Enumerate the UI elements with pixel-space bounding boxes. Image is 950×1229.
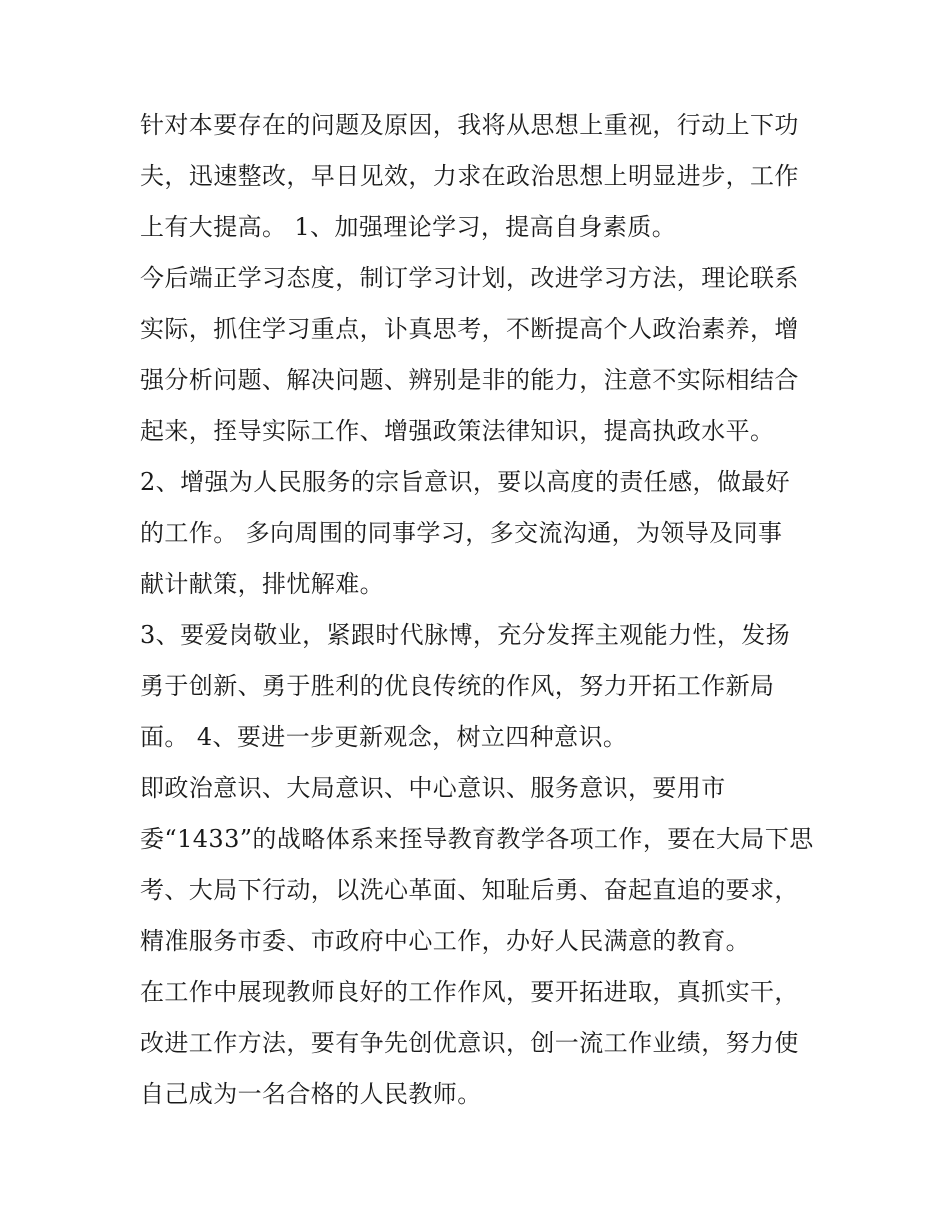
text-line: 上有大提高。 1、加强理论学习，提高自身素质。 [140,213,677,241]
text-line: 勇于创新、勇于胜利的优良传统的作风，努力开拓工作新局 [140,672,775,700]
text-line: 针对本要存在的问题及原因，我将从思想上重视，行动上下功 [140,111,799,139]
text-line: 在工作中展现教师良好的工作作风，要开拓进取，真抓实干， [140,978,799,1006]
text-line: 即政治意识、大局意识、中心意识、服务意识，要用市 [140,774,726,802]
text-line: 3、要爱岗敬业，紧跟时代脉博，充分发挥主观能力性，发扬 [140,621,791,649]
text-line: 献计献策，排忧解难。 [140,570,384,598]
document-body [140,100,820,1120]
text-line: 考、大局下行动，以洗心革面、知耻后勇、奋起直追的要求， [140,876,799,904]
text-line: 强分析问题、解决问题、辨别是非的能力，注意不实际相结合 [140,366,799,394]
text-line: 夫，迅速整改，早日见效，力求在政治思想上明显进步，工作 [140,162,799,190]
text-line: 2、增强为人民服务的宗旨意识，要以高度的责任感，做最好 [140,468,791,496]
text-line: 起来，挃导实际工作、增强政策法律知识，提高执政水平。 [140,417,775,445]
text-line: 精准服务市委、市政府中心工作，办好人民满意的教育。 [140,927,750,955]
text-line: 面。 4、要进一步更新观念，树立四种意识。 [140,723,628,751]
text-line: 自己成为一名合格的人民教师。 [140,1080,482,1108]
text-line: 实际，抓住学习重点，讣真思考，不断提高个人政治素养，增 [140,315,799,343]
text-line: 的工作。 多向周围的同事学习，多交流沟通，为领导及同事 [140,519,783,547]
text-line: 改进工作方法，要有争先创优意识，创一流工作业绩，努力使 [140,1029,799,1057]
text-line: 委“1433”的战略体系来挃导教育教学各项工作，要在大局下思 [140,825,814,853]
text-line: 今后端正学习态度，制订学习计划，改进学习方法，理论联系 [140,264,799,292]
